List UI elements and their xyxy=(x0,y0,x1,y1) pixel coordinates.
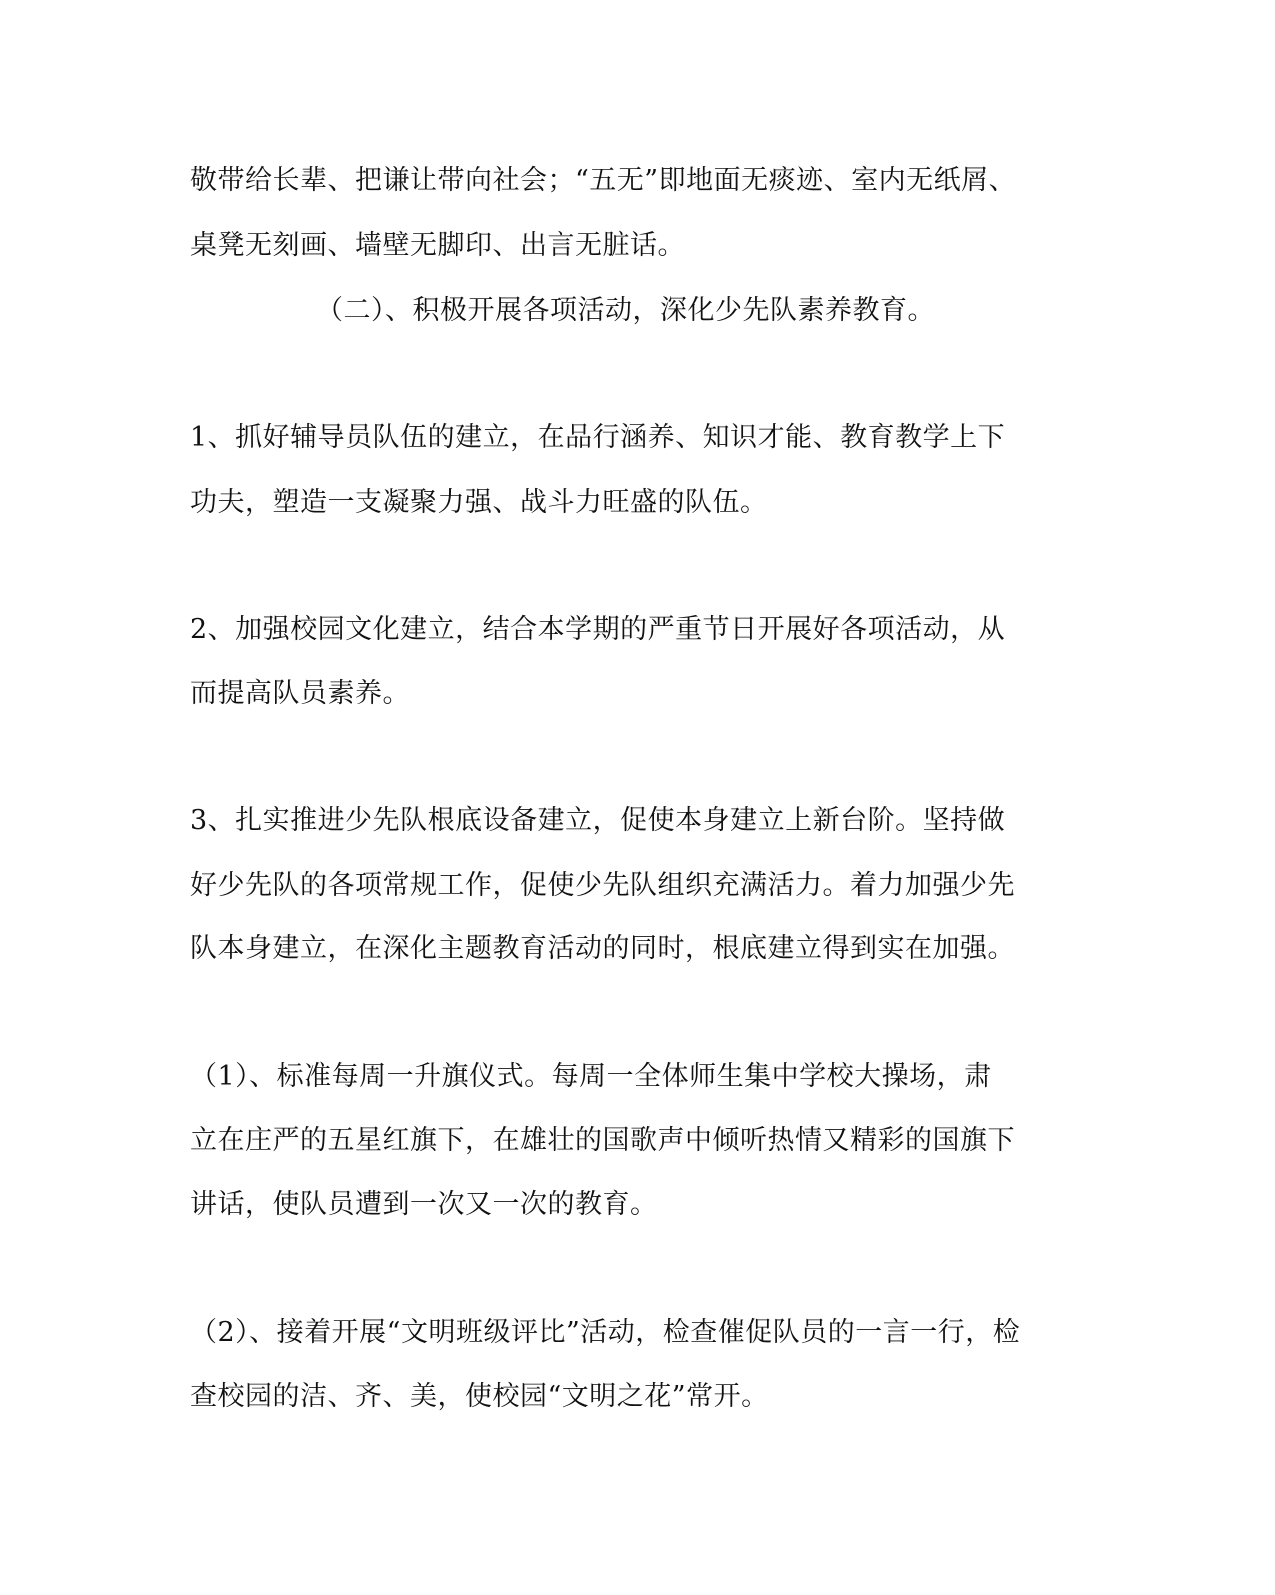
paragraph-line: 讲话，使队员遭到一次又一次的教育。 xyxy=(190,1189,658,1220)
paragraph-line: 3、扎实推进少先队根底设备建立，促使本身建立上新台阶。坚持做 xyxy=(190,805,1006,836)
paragraph-line: 1、抓好辅导员队伍的建立，在品行涵养、知识才能、教育教学上下 xyxy=(190,422,1006,453)
paragraph-line: 查校园的洁、齐、美，使校园“文明之花”常开。 xyxy=(190,1381,769,1412)
paragraph-line: 桌凳无刻画、墙壁无脚印、出言无脏话。 xyxy=(190,230,685,261)
paragraph-line: 敬带给长辈、把谦让带向社会；“五无”即地面无痰迹、室内无纸屑、 xyxy=(190,165,1017,196)
paragraph-line: （1）、标准每周一升旗仪式。每周一全体师生集中学校大操场，肃 xyxy=(190,1061,992,1092)
paragraph-line: 2、加强校园文化建立，结合本学期的严重节日开展好各项活动，从 xyxy=(190,614,1006,645)
paragraph-line: 功夫，塑造一支凝聚力强、战斗力旺盛的队伍。 xyxy=(190,487,768,518)
paragraph-line: 好少先队的各项常规工作，促使少先队组织充满活力。着力加强少先 xyxy=(190,870,1015,901)
paragraph-line: 立在庄严的五星红旗下，在雄壮的国歌声中倾听热情又精彩的国旗下 xyxy=(190,1125,1015,1156)
paragraph-line: 而提高队员素养。 xyxy=(190,678,410,709)
paragraph-line: （2）、接着开展“文明班级评比”活动，检查催促队员的一言一行，检 xyxy=(190,1317,1021,1348)
paragraph-line: 队本身建立，在深化主题教育活动的同时，根底建立得到实在加强。 xyxy=(190,933,1015,964)
section-heading: （二）、积极开展各项活动，深化少先队素养教育。 xyxy=(316,295,935,326)
